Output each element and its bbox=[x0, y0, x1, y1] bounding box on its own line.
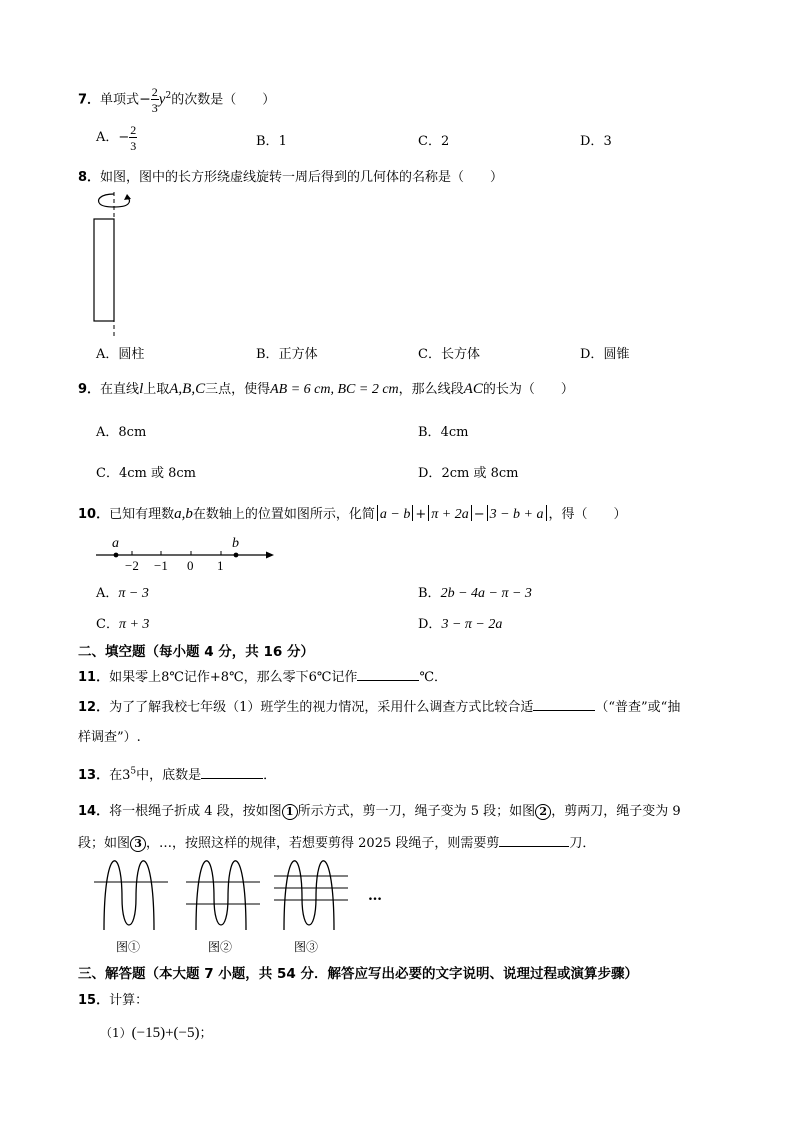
q14-answer-blank[interactable] bbox=[499, 834, 569, 847]
q12-answer-blank[interactable] bbox=[533, 698, 595, 711]
q14-text-f: 刀． bbox=[569, 836, 596, 851]
tick-label-0: 0 bbox=[187, 558, 194, 573]
option-value: 2 bbox=[440, 134, 450, 149]
q14-line1 bbox=[78, 800, 681, 820]
q10-option-b[interactable] bbox=[418, 582, 532, 602]
q12-line2: 样调查”）. bbox=[78, 730, 141, 745]
q15-part1 bbox=[100, 1022, 213, 1042]
q15-number: 15． bbox=[78, 993, 110, 1008]
q9-line-var: l bbox=[139, 381, 144, 397]
q7-option-a-fraction: $\frac{2}{3}$ bbox=[130, 122, 137, 153]
circled-1: 1 bbox=[282, 804, 298, 820]
q13-text-a: 在 bbox=[109, 768, 123, 783]
option-label: D． bbox=[418, 466, 442, 481]
abs-bar bbox=[377, 505, 378, 521]
q15-part1-label: （1） bbox=[100, 1026, 132, 1040]
q11-number: 11． bbox=[78, 670, 110, 685]
point-a bbox=[114, 553, 119, 558]
option-value: 长方体 bbox=[440, 347, 480, 362]
q15-part1-expression: (−15)+(−5) bbox=[131, 1025, 200, 1041]
option-label: C． bbox=[96, 466, 119, 481]
abs-bar bbox=[487, 505, 488, 521]
q8 bbox=[78, 166, 503, 185]
q9-text-b: 上取 bbox=[143, 382, 170, 397]
option-label: C． bbox=[96, 617, 119, 632]
figure-3 bbox=[274, 861, 348, 930]
q7-fraction: $\frac{2}{3}$ bbox=[151, 84, 158, 115]
q12-text-b: （“普查”或“抽 bbox=[595, 700, 681, 715]
q7-option-a-minus: − bbox=[118, 130, 130, 145]
option-value: 3 bbox=[603, 134, 612, 149]
q9-text-a: 在直线 bbox=[100, 382, 140, 397]
option-label: A． bbox=[96, 586, 119, 601]
q7-text-b: 的次数是（ ） bbox=[171, 92, 276, 108]
q9-text-e: 的长为（ ） bbox=[482, 382, 574, 397]
q13-base: 3 bbox=[122, 768, 131, 783]
q12-line1 bbox=[78, 696, 680, 715]
q14-number: 14． bbox=[78, 804, 110, 819]
circled-3: 3 bbox=[130, 836, 146, 852]
option-label: B． bbox=[256, 347, 279, 362]
abs-bar bbox=[471, 505, 472, 521]
option-value: 3 − π − 2a bbox=[441, 617, 503, 632]
option-value: π − 3 bbox=[118, 586, 149, 601]
q14-text-a: 将一根绳子折成 4 段，按如图 bbox=[109, 804, 282, 819]
option-value: 2b − 4a − π − 3 bbox=[440, 586, 532, 601]
q9-text-d: ，那么线段 bbox=[398, 382, 464, 397]
q15-part1-end: ； bbox=[199, 1026, 213, 1041]
option-label: A． bbox=[96, 130, 119, 145]
q7-option-d[interactable] bbox=[580, 130, 612, 149]
q7-option-b[interactable] bbox=[256, 130, 287, 149]
option-value: 8cm bbox=[118, 425, 147, 440]
section3-title: 三、解答题（本大题 7 小题，共 54 分．解答应写出必要的文字说明、说理过程或演算步骤） bbox=[78, 966, 638, 982]
q10-option-d[interactable] bbox=[418, 613, 502, 633]
rectangle-shape bbox=[94, 219, 114, 321]
option-value: 2cm 或 8cm bbox=[441, 466, 519, 481]
q13-answer-blank[interactable] bbox=[201, 766, 263, 779]
option-label: B． bbox=[256, 134, 279, 149]
q14-rope-figures bbox=[92, 858, 392, 934]
option-label: B． bbox=[418, 425, 441, 440]
abs-bar bbox=[428, 505, 429, 521]
option-label: A． bbox=[96, 425, 119, 440]
tick-label-1: 1 bbox=[217, 558, 224, 573]
rope-curve bbox=[196, 861, 246, 930]
option-value: 4cm 或 8cm bbox=[118, 466, 196, 481]
q9 bbox=[78, 378, 574, 398]
option-value: 圆锥 bbox=[603, 347, 630, 362]
abs-bar bbox=[546, 505, 547, 521]
q8-option-a[interactable] bbox=[96, 343, 144, 362]
axis-arrow-icon bbox=[266, 552, 274, 559]
figure-2 bbox=[186, 861, 260, 930]
q10-option-a[interactable] bbox=[96, 582, 149, 602]
figure-1 bbox=[94, 861, 168, 930]
circled-2: 2 bbox=[535, 804, 551, 820]
option-value: 圆柱 bbox=[118, 347, 145, 362]
q7-minus: − bbox=[139, 91, 151, 108]
section2-title: 二、填空题（每小题 4 分，共 16 分） bbox=[78, 644, 314, 660]
option-value: 1 bbox=[278, 134, 287, 149]
q14-text-e: ，…，按照这样的规律，若想要剪得 2025 段绳子，则需要剪 bbox=[146, 836, 500, 851]
q13-text-c: ． bbox=[263, 768, 277, 783]
option-label: A． bbox=[96, 347, 119, 362]
q10 bbox=[78, 503, 627, 523]
rope-curve bbox=[284, 861, 334, 930]
option-value: π + 3 bbox=[118, 617, 150, 632]
q9-segment: AC bbox=[463, 381, 483, 397]
q7-option-a[interactable] bbox=[96, 122, 137, 154]
q14-line2 bbox=[78, 832, 595, 852]
q10-expr2: π + 2a bbox=[431, 507, 469, 522]
rope-curve bbox=[104, 861, 154, 930]
option-value: 正方体 bbox=[278, 347, 318, 362]
q9-points: A,B,C bbox=[169, 381, 206, 397]
point-b bbox=[234, 553, 239, 558]
option-label: B． bbox=[418, 586, 441, 601]
q7-exp: 2 bbox=[165, 91, 172, 101]
label-a: a bbox=[112, 536, 119, 551]
q10-vars: a,b bbox=[174, 506, 193, 522]
q10-expr1: a − b bbox=[379, 507, 411, 522]
q10-number: 10． bbox=[78, 507, 110, 522]
q9-option-a[interactable] bbox=[96, 421, 146, 440]
q10-expr3: 3 − b + a bbox=[489, 507, 544, 522]
q14-text-d: 段；如图 bbox=[78, 836, 131, 851]
q9-option-c[interactable] bbox=[96, 462, 196, 481]
q10-number-line bbox=[92, 532, 278, 574]
q13-text-b: 中，底数是 bbox=[136, 768, 202, 783]
q13-exponent: 5 bbox=[130, 766, 137, 777]
option-label: C． bbox=[418, 347, 441, 362]
q7 bbox=[78, 82, 275, 114]
q10-minus: − bbox=[473, 507, 485, 522]
q8-rotation-figure bbox=[90, 190, 140, 338]
q10-text-c: ，得（ ） bbox=[548, 507, 627, 522]
q9-text-c: 三点，使得 bbox=[205, 382, 271, 397]
q9-option-d[interactable] bbox=[418, 462, 518, 481]
q14-ellipsis: … bbox=[368, 888, 382, 904]
option-label: C． bbox=[418, 134, 441, 149]
q10-text-a: 已知有理数 bbox=[109, 507, 175, 522]
option-label: D． bbox=[418, 617, 442, 632]
q8-number: 8． bbox=[78, 170, 101, 185]
label-b: b bbox=[232, 536, 239, 551]
q7-text-a: 单项式 bbox=[100, 92, 140, 108]
q11 bbox=[78, 666, 447, 685]
q14-fig2-caption: 图② bbox=[208, 940, 233, 954]
q8-option-b[interactable] bbox=[256, 343, 318, 362]
option-value: 4cm bbox=[440, 425, 469, 440]
q15 bbox=[78, 989, 148, 1008]
q10-option-c[interactable] bbox=[96, 613, 149, 633]
q9-number: 9． bbox=[78, 382, 101, 397]
q13-number: 13． bbox=[78, 768, 110, 783]
q12-text-a: 为了了解我校七年级（1）班学生的视力情况，采用什么调查方式比较合适 bbox=[109, 700, 534, 715]
abs-bar bbox=[412, 505, 413, 521]
q10-text-b: 在数轴上的位置如图所示，化简 bbox=[192, 507, 375, 522]
q15-text: 计算： bbox=[109, 993, 149, 1008]
q14-fig1-caption: 图① bbox=[116, 940, 141, 954]
rotation-arrowhead-icon bbox=[124, 194, 131, 200]
q13 bbox=[78, 764, 276, 783]
tick-label-minus1: −1 bbox=[154, 558, 168, 573]
q9-condition: AB = 6 cm, BC = 2 cm bbox=[270, 382, 399, 397]
q12-number: 12． bbox=[78, 700, 110, 715]
option-label: D． bbox=[580, 347, 604, 362]
q9-option-b[interactable] bbox=[418, 421, 468, 440]
tick-label-minus2: −2 bbox=[125, 558, 139, 573]
q14-text-c: ，剪两刀，绳子变为 9 bbox=[551, 804, 681, 819]
q11-text-a: 如果零上8℃记作+8℃，那么零下6℃记作 bbox=[109, 670, 358, 685]
q14-text-b: 所示方式，剪一刀，绳子变为 5 段；如图 bbox=[297, 804, 536, 819]
q7-var: y bbox=[158, 91, 166, 108]
q8-option-c[interactable] bbox=[418, 343, 480, 362]
q7-number: 7． bbox=[78, 92, 101, 108]
q7-option-c[interactable] bbox=[418, 130, 449, 149]
q8-option-d[interactable] bbox=[580, 343, 629, 362]
q8-text: 如图，图中的长方形绕虚线旋转一周后得到的几何体的名称是（ ） bbox=[100, 170, 504, 185]
q11-answer-blank[interactable] bbox=[357, 668, 419, 681]
q11-text-b: ℃． bbox=[419, 670, 447, 685]
q10-plus: + bbox=[415, 507, 427, 522]
option-label: D． bbox=[580, 134, 604, 149]
q14-fig3-caption: 图③ bbox=[294, 940, 319, 954]
